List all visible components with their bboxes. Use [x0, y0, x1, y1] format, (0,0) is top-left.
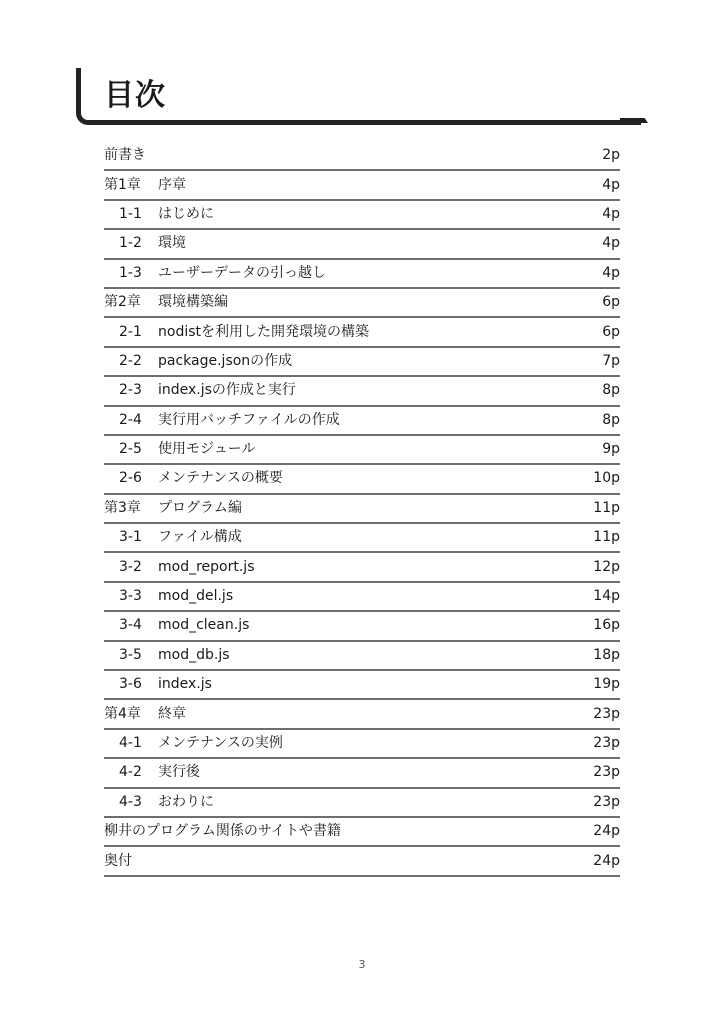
toc-entry[interactable] — [104, 759, 620, 788]
toc-entry[interactable] — [104, 465, 620, 494]
toc-entry-label: 柳井のプログラム関係のサイトや書籍 — [104, 823, 341, 840]
title-frame-tail — [620, 118, 648, 123]
toc-entry-number: 2-2 — [119, 352, 142, 369]
toc-entry-page: 10p — [593, 470, 620, 487]
toc-entry-label: メンテナンスの概要 — [158, 470, 283, 487]
toc-entry[interactable] — [104, 730, 620, 759]
toc-entry-page: 6p — [602, 294, 620, 311]
toc-entry[interactable] — [104, 318, 620, 347]
toc-entry[interactable] — [104, 642, 620, 671]
toc-entry-label: 序章 — [158, 176, 186, 193]
toc-entry[interactable] — [104, 612, 620, 641]
toc-entry[interactable] — [104, 348, 620, 377]
toc-entry[interactable] — [104, 142, 620, 171]
toc-entry[interactable] — [104, 524, 620, 553]
toc-entry-label: nodistを利用した開発環境の構築 — [158, 323, 369, 340]
toc-entry-page: 6p — [602, 323, 620, 340]
toc-entry-number: 2-4 — [119, 411, 142, 428]
toc-entry-number: 3-6 — [119, 676, 142, 693]
toc-entry-number: 3-1 — [119, 529, 142, 546]
toc-entry-number: 4-3 — [119, 793, 142, 810]
toc-entry-label: package.jsonの作成 — [158, 352, 293, 369]
toc-entry-label: 実行用バッチファイルの作成 — [158, 411, 340, 428]
toc-entry-page: 7p — [602, 352, 620, 369]
toc-entry-label: 使用モジュール — [158, 441, 256, 458]
toc-entry-page: 23p — [593, 705, 620, 722]
toc-entry[interactable] — [104, 495, 620, 524]
toc-entry-page: 9p — [602, 441, 620, 458]
table-of-contents — [104, 142, 620, 877]
toc-entry-page: 4p — [602, 176, 620, 193]
toc-entry-number: 3-2 — [119, 558, 142, 575]
toc-entry[interactable] — [104, 201, 620, 230]
toc-entry-number: 2-1 — [119, 323, 142, 340]
toc-entry-page: 18p — [593, 646, 620, 663]
toc-entry-label: メンテナンスの実例 — [158, 735, 283, 751]
toc-entry-label: プログラム編 — [158, 499, 242, 516]
toc-entry-page: 12p — [593, 558, 620, 575]
toc-entry-page: 14p — [593, 588, 620, 605]
toc-entry-label: 奥付 — [104, 852, 132, 869]
toc-entry-label: ユーザーデータの引っ越し — [158, 264, 326, 281]
toc-entry-label: mod_del.js — [158, 588, 234, 605]
toc-entry-number: 2-6 — [119, 470, 142, 487]
toc-entry-number: 第2章 — [104, 294, 141, 311]
toc-entry[interactable] — [104, 818, 620, 847]
toc-entry-number: 4-2 — [119, 764, 142, 781]
toc-entry[interactable] — [104, 289, 620, 318]
toc-entry-page: 23p — [593, 764, 620, 781]
toc-entry-label: mod_db.js — [158, 646, 230, 663]
toc-entry-page: 24p — [593, 852, 620, 869]
toc-entry-page: 19p — [593, 676, 620, 693]
toc-entry-label: 前書き — [104, 147, 146, 164]
toc-entry-page: 4p — [602, 264, 620, 281]
toc-entry[interactable] — [104, 671, 620, 700]
toc-entry-label: mod_clean.js — [158, 617, 250, 634]
toc-entry[interactable] — [104, 230, 620, 259]
toc-entry[interactable] — [104, 377, 620, 406]
toc-entry-label: 環境 — [158, 235, 186, 252]
toc-entry-page: 4p — [602, 205, 620, 222]
toc-entry-label: 環境構築編 — [158, 294, 228, 311]
toc-entry[interactable] — [104, 847, 620, 876]
page-number: 3 — [358, 958, 366, 971]
toc-entry-page: 23p — [593, 735, 620, 751]
toc-entry[interactable] — [104, 700, 620, 729]
toc-entry[interactable] — [104, 553, 620, 582]
toc-entry-number: 3-4 — [119, 617, 142, 634]
toc-entry-page: 2p — [602, 147, 620, 164]
toc-entry-number: 3-3 — [119, 588, 142, 605]
toc-entry-page: 11p — [593, 499, 620, 516]
page-title: 目次 — [104, 78, 166, 113]
toc-entry-label: mod_report.js — [158, 558, 255, 575]
toc-entry[interactable] — [104, 260, 620, 289]
toc-entry-page: 8p — [602, 411, 620, 428]
toc-entry[interactable] — [104, 436, 620, 465]
toc-entry-label: はじめに — [158, 205, 214, 222]
toc-entry[interactable] — [104, 583, 620, 612]
toc-entry-number: 2-3 — [119, 382, 142, 399]
toc-entry-page: 4p — [602, 235, 620, 252]
toc-entry-label: おわりに — [158, 793, 214, 810]
toc-entry-page: 23p — [593, 793, 620, 810]
toc-entry[interactable] — [104, 171, 620, 200]
toc-entry-number: 4-1 — [119, 735, 142, 751]
toc-entry-number: 1-3 — [119, 264, 142, 281]
toc-entry-label: index.js — [158, 676, 212, 693]
toc-entry[interactable] — [104, 407, 620, 436]
toc-entry-number: 1-1 — [119, 205, 142, 222]
toc-entry-number: 3-5 — [119, 646, 142, 663]
toc-entry-label: 終章 — [158, 705, 186, 722]
toc-entry-number: 1-2 — [119, 235, 142, 252]
toc-entry-label: ファイル構成 — [158, 529, 242, 546]
toc-entry[interactable] — [104, 789, 620, 818]
toc-entry-label: 実行後 — [158, 764, 200, 781]
toc-entry-number: 2-5 — [119, 441, 142, 458]
toc-entry-page: 16p — [593, 617, 620, 634]
toc-entry-number: 第4章 — [104, 705, 141, 722]
toc-entry-number: 第1章 — [104, 176, 141, 193]
toc-entry-label: index.jsの作成と実行 — [158, 382, 296, 399]
toc-entry-number: 第3章 — [104, 499, 141, 516]
toc-entry-page: 11p — [593, 529, 620, 546]
toc-entry-page: 8p — [602, 382, 620, 399]
toc-entry-page: 24p — [593, 823, 620, 840]
